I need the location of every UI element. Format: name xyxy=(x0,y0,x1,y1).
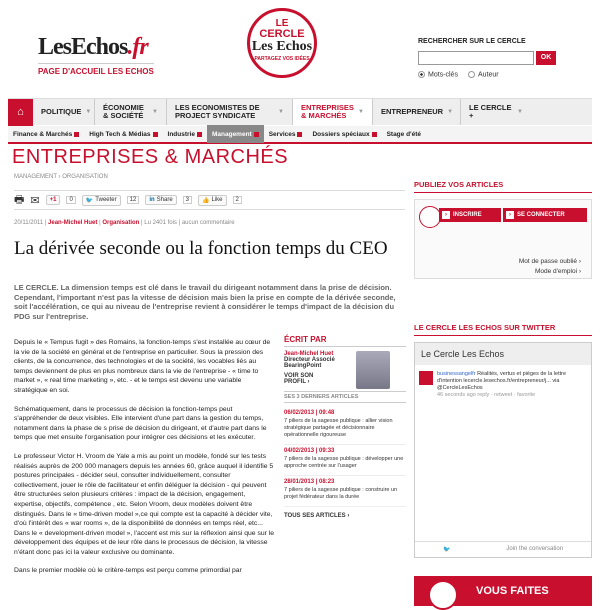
forgot-password-link[interactable]: Mot de passe oublié › xyxy=(518,258,581,265)
recent-article[interactable]: 28/01/2013 | 08:23 7 piliers de la sagesse publique : construire un projet fédérateur dans la durée xyxy=(284,476,406,507)
register-button[interactable]: › INSCRIRE xyxy=(439,208,501,222)
share-bar xyxy=(14,190,405,210)
cercle-badge-icon xyxy=(419,206,441,228)
subnav-industrie[interactable]: Industrie xyxy=(163,125,207,143)
author-role: Directeur Associé xyxy=(284,357,335,363)
radio-author[interactable]: Auteur xyxy=(468,71,499,78)
subnav-finance[interactable]: Finance & Marchés xyxy=(8,125,84,143)
cercle-logo-le: LE xyxy=(275,18,289,29)
cercle-promo-icon xyxy=(428,580,458,610)
recent-article[interactable]: 06/02/2013 | 09:48 7 piliers de la sagesse publique : allier vision stratégique partagée et décisionnaire opérationnelle rigoureuse xyxy=(284,407,406,445)
linkedin-share-button[interactable]: in Share xyxy=(145,195,176,205)
print-icon[interactable]: 🖶 xyxy=(14,193,25,206)
article-body xyxy=(14,338,276,585)
paragraph: Schématiquement, dans le processus de décision la fonction-temps peut s'appréhender de deux visibles. Elle intervient d'une part dans la gestion du temps, notamment dans la phase de s prise de décision du dirigeant, et d'autre part dans le temps que met ensuite l'organisation pour intégrer ces décisions et les exécuter. xyxy=(14,405,267,442)
twitter-heading: LE CERCLE LES ECHOS SUR TWITTER xyxy=(414,323,592,336)
search-ok-button[interactable]: OK xyxy=(536,51,556,65)
nav-cercle-plus[interactable]: LE CERCLE + ▼ xyxy=(469,103,523,120)
le-cercle-logo[interactable] xyxy=(247,8,317,78)
author-heading: ÉCRIT PAR xyxy=(284,335,406,347)
section-title: ENTREPRISES & MARCHÉS xyxy=(12,146,289,168)
category-link[interactable]: Organisation xyxy=(102,220,140,226)
publish-box xyxy=(414,199,592,279)
paragraph: Depuis le « Tempus fugit » des Romains, la fonction-temps s'est installée au cœur de la vie de la société en général et de l'entreprise en particulier. Sous la pression des clients, de la concurrence, des technologies et de la société, les vocables liés au temps deviennent de plus en plus nombreux dans la vie de l'entreprise - « time to market », « real time marketing », etc. - et le temps est devenu une variable stratégique en soi. xyxy=(14,339,271,394)
main-nav xyxy=(8,98,592,125)
publish-heading: PUBLIEZ VOS ARTICLES xyxy=(414,180,592,193)
email-icon[interactable]: ✉ xyxy=(30,194,40,207)
nav-economistes[interactable]: LES ECONOMISTES DE PROJECT SYNDICATE ▼ xyxy=(167,99,293,125)
tweet-actions[interactable]: reply · retweet · favorite xyxy=(477,392,536,398)
paragraph: Le professeur Victor H. Vroom de Yale a mis au point un modèle, fondé sur les tests réalisés auprès de 200 000 managers depuis les années 60, grâce auquel il identifie 5 postures principales - décider seul, consulter individuellement, consulter collectivement, jouer le rôle de facilitateur et enfin déléguer la décision - qui peuvent être structurées selon plusieurs critères : impact de la décision, engagement, expertise, objectifs, compétence , etc. Selon Vroom, deux modèles doivent être distingués. Dans le « time-driven model »,ce qui compte est la capacité à décider vite, d'où l'intérêt des « war rooms », de la disponibilité de données en temps réel, etc... Dans le « development-driven model », l'accent est mis sur la réflexion ainsi que sur le développement des équipes et de leur rôle dans le processus de décision, la vitesse n'étant donc pas ici la valeur exclusive ou dominante. xyxy=(14,452,275,556)
user-guide-link[interactable]: Mode d'emploi › xyxy=(534,268,581,275)
author-company: BearingPoint xyxy=(284,363,322,369)
tweet-count: 12 xyxy=(127,196,140,204)
cercle-logo-cercle: CERCLE xyxy=(259,28,305,40)
tweet-time[interactable]: 46 seconds ago xyxy=(437,392,476,398)
subnav-dossiers[interactable]: Dossiers spéciaux xyxy=(307,125,381,143)
home-icon[interactable]: ⌂ xyxy=(8,99,33,126)
author-photo[interactable] xyxy=(356,351,390,389)
search-box xyxy=(418,38,568,78)
twitter-logo-icon[interactable]: 🐦 xyxy=(442,547,451,553)
nav-entreprises[interactable]: ENTREPRISES & MARCHÉS ▼ xyxy=(293,99,373,125)
radio-keywords[interactable]: Mots-clés xyxy=(418,71,458,78)
nav-entrepreneur[interactable]: ENTREPRENEUR ▼ xyxy=(373,99,461,125)
author-link[interactable]: Jean-Michel Huet xyxy=(48,220,98,226)
avatar[interactable] xyxy=(419,371,433,385)
recent-articles-heading: SES 3 DERNIERS ARTICLES xyxy=(284,391,406,403)
share-count: 3 xyxy=(183,196,192,204)
author-box xyxy=(284,335,406,519)
all-articles-link[interactable]: TOUS SES ARTICLES › xyxy=(284,513,350,519)
like-count: 2 xyxy=(233,196,242,204)
tweet-text: Réalités, vertus et pièges de la lettre d'intention lecercle.lesechos.fr/entrepreneur/j... via @CercleLesEchos xyxy=(437,371,567,391)
twitter-widget xyxy=(414,342,592,558)
tweet-user[interactable]: businessangelfr xyxy=(437,371,476,377)
cercle-logo-lesechos: Les Echos xyxy=(251,39,313,54)
search-label: RECHERCHER SUR LE CERCLE xyxy=(418,38,526,45)
cercle-logo-tagline: PARTAGEZ VOS IDÉES xyxy=(254,56,310,62)
subnav-hightech[interactable]: High Tech & Médias xyxy=(84,125,162,143)
nav-economie[interactable]: ÉCONOMIE & SOCIÉTÉ ▼ xyxy=(95,99,167,125)
sidebar xyxy=(414,180,592,558)
promo-banner[interactable]: VOUS FAITES xyxy=(414,576,592,606)
sub-nav xyxy=(8,126,592,144)
twitter-widget-title: Le Cercle Les Echos xyxy=(415,343,591,365)
tweet xyxy=(415,365,591,399)
author-profile-link[interactable]: VOIR SON PROFIL › xyxy=(284,373,314,385)
recent-article[interactable]: 04/02/2013 | 09:33 7 piliers de la sagesse publique : développer une approche centrée sur l'usager xyxy=(284,445,406,476)
brand-name: LesEchos.fr xyxy=(38,34,148,60)
nav-politique[interactable]: POLITIQUE ▼ xyxy=(33,99,95,125)
gplus-count: 0 xyxy=(66,196,75,204)
subnav-services[interactable]: Services xyxy=(264,125,308,143)
breadcrumb[interactable]: MANAGEMENT › ORGANISATION xyxy=(14,174,108,180)
les-echos-logo[interactable] xyxy=(38,34,154,76)
article-meta: 20/11/2011 | Jean-Michel Huet | Organisation | Lu 2401 fois | aucun commentaire xyxy=(14,220,235,226)
home-link[interactable]: PAGE D'ACCUEIL LES ECHOS xyxy=(38,63,154,76)
paragraph: Dans le premier modèle où le critère-temps est perçu comme primordial par xyxy=(14,567,242,575)
author-name[interactable]: Jean-Michel Huet xyxy=(284,351,334,357)
article-lede: LE CERCLE. La dimension temps est clé dans le travail du dirigeant notamment dans la prise de décision. Cependant, l'important n'est pas la vitesse de décision mais bien la prise en compte de la dérivée seconde, soit l'accélération, ce qui au niveau de l'entreprise revient à considérer le temps d'impact de la décision du PDG sur l'entreprise. xyxy=(14,283,396,321)
facebook-like-button[interactable]: 👍 Like xyxy=(198,195,227,206)
search-input[interactable] xyxy=(418,51,534,65)
subnav-stage[interactable]: Stage d'été xyxy=(386,130,421,138)
join-conversation-link[interactable]: Join the conversation xyxy=(506,546,564,552)
subnav-management[interactable]: Management xyxy=(207,125,264,143)
gplus-button[interactable]: +1 xyxy=(46,195,61,205)
article-title: La dérivée seconde ou la fonction temps du CEO xyxy=(14,238,388,259)
tweet-button[interactable]: 🐦 Tweeter xyxy=(82,195,121,206)
login-button[interactable]: › SE CONNECTER xyxy=(503,208,587,222)
